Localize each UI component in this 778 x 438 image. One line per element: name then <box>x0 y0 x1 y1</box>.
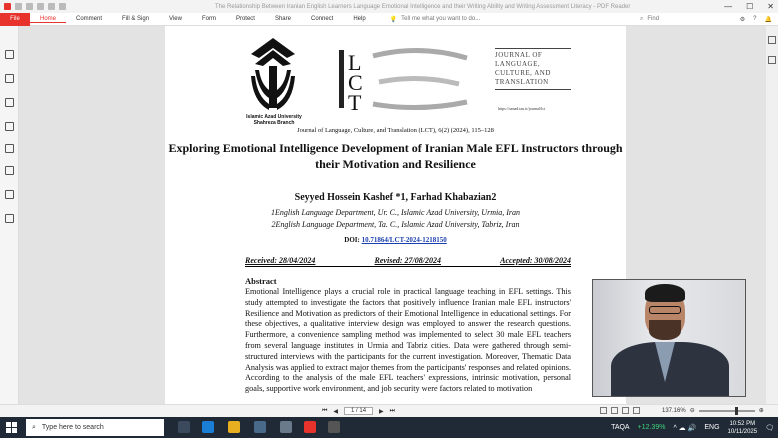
university-logo-icon <box>245 36 301 122</box>
stock-name[interactable]: TAQA <box>611 424 630 431</box>
comment-icon[interactable] <box>5 122 14 131</box>
page-navigation <box>322 407 395 415</box>
status-bar <box>0 404 778 417</box>
first-page-icon[interactable]: ⏮ <box>322 407 328 414</box>
taskbar-search[interactable] <box>26 419 164 436</box>
file-menu[interactable]: File <box>0 13 30 26</box>
task-view-icon[interactable] <box>178 421 190 433</box>
bookmark-icon[interactable] <box>5 74 14 83</box>
menu-connect[interactable]: Connect <box>310 16 334 22</box>
tray-icons[interactable]: ^ ☁ 🔊 <box>673 424 697 432</box>
continuous-icon[interactable] <box>611 407 618 414</box>
zoom-slider[interactable] <box>699 410 755 412</box>
find-placeholder: Find <box>647 16 660 22</box>
pages-icon[interactable] <box>5 50 14 59</box>
open-icon[interactable] <box>15 3 22 10</box>
menu-fill-sign[interactable]: Fill & Sign <box>122 16 150 22</box>
journal-url[interactable]: https://sanad.iau.ir/journal/lct <box>498 106 546 111</box>
layers-icon[interactable] <box>5 98 14 107</box>
redo-icon[interactable] <box>59 3 66 10</box>
window-title: The Relationship Between Iranian English Learners Language Emotional Intelligence and their Writing Ability and Writing Assessment Literacy - PDF Reader <box>215 3 631 10</box>
menu-home[interactable]: Home <box>30 16 66 23</box>
citation: Journal of Language, Culture, and Translation (LCT), 6(2) (2024), 115–128 <box>297 127 494 134</box>
menu-protect[interactable]: Protect <box>235 16 255 22</box>
stock-change: +12.39% <box>637 424 666 431</box>
menu-comment[interactable]: Comment <box>76 16 103 22</box>
menu-help[interactable]: Help <box>353 16 366 22</box>
ribbon-menu <box>0 13 778 26</box>
zoom-slider-knob[interactable] <box>735 407 738 415</box>
presenter-beard <box>649 320 681 340</box>
window-controls <box>724 2 774 11</box>
revised-date: Revised: 27/08/2024 <box>374 256 441 265</box>
signature-icon[interactable] <box>5 166 14 175</box>
undo-icon[interactable] <box>48 3 55 10</box>
taskbar-search-placeholder: Type here to search <box>41 424 104 431</box>
zoom-out-icon[interactable]: ⊖ <box>689 408 695 414</box>
left-sidebar <box>0 26 19 404</box>
search-icon: ⌕ <box>640 15 644 22</box>
attachment-icon[interactable] <box>5 144 14 153</box>
presenter-hair <box>645 284 685 302</box>
affiliation-2: 2English Language Department, Ta. C., Islamic Azad University, Tabriz, Iran <box>271 220 520 229</box>
edge-icon[interactable] <box>202 421 214 433</box>
tell-me-placeholder: Tell me what you want to do... <box>401 16 481 22</box>
security-icon[interactable] <box>5 190 14 199</box>
notifications-icon[interactable]: 🗨 <box>765 424 774 432</box>
doi-label: DOI: <box>344 236 360 244</box>
windows-taskbar <box>0 417 778 438</box>
paper-title: Exploring Emotional Intelligence Development of Iranian Male EFL Instructors through their Motivation and Resilience <box>168 141 623 171</box>
mail-icon[interactable] <box>280 421 292 433</box>
help-icon[interactable]: ? <box>753 15 757 22</box>
view-mode-icons <box>600 407 640 414</box>
title-bar <box>0 0 778 13</box>
language-indicator[interactable]: ENG <box>704 424 720 431</box>
svg-text:T: T <box>348 90 362 114</box>
zoom-control <box>662 407 764 414</box>
facing-icon[interactable] <box>622 407 629 414</box>
university-name: Islamic Azad University Shahreza Branch <box>246 114 302 126</box>
svg-text:L: L <box>348 50 362 75</box>
abstract-text: Emotional Intelligence plays a crucial role in practical language teaching in EFL settings. This study attempted to investigate the factors that positively influence Iranian male EFL instructors' Resilience and Motivation as predictors of their Emotional Intelligence in educational settings. For these objectives, a qualitative interview design was employed to answer the research questions. Furthermore, a convenience sampling method was implemented to select 30 male EFL teachers from several language institutes in Urmia and Tabriz cities. Data were gathered through semi-structured interviews with the participants for the current investigation. Moreover, Thematic Data Analysis was applied to extract major themes from the participants' responses and related opinions. According to the analysis of the male EFL teachers' expressions, intrinsic motivation, personal goals, supportive work environment, and job security were factors related to motivation <box>245 287 571 394</box>
pdf-page <box>165 26 626 404</box>
lct-logo-icon <box>339 44 471 114</box>
doi-link[interactable]: 10.71864/LCT-2024-1218150 <box>361 236 447 244</box>
presenter-glasses <box>649 306 681 314</box>
pdf-reader-taskbar-icon[interactable] <box>304 421 316 433</box>
page-number-field[interactable]: 1 / 14 <box>344 407 373 415</box>
maximize-button[interactable]: ☐ <box>746 2 754 11</box>
zoom-in-icon[interactable]: ⊕ <box>758 408 764 414</box>
dates-row <box>245 256 571 267</box>
store-icon[interactable] <box>254 421 266 433</box>
webcam-overlay <box>592 279 746 397</box>
right-sidebar <box>766 26 778 404</box>
single-page-icon[interactable] <box>600 407 607 414</box>
clock[interactable] <box>728 420 758 436</box>
search-icon: ⌕ <box>32 423 36 431</box>
journal-logo-text: JOURNAL OF LANGUAGE, CULTURE, AND TRANSLATION <box>495 48 571 90</box>
quick-access-toolbar <box>0 3 66 10</box>
zoom-level[interactable]: 137.16% <box>662 407 686 414</box>
svg-text:C: C <box>348 70 363 95</box>
menu-view[interactable]: View <box>169 16 182 22</box>
authors: Seyyed Hossein Kashef *1, Farhad Khabazian2 <box>294 192 497 203</box>
clock-date: 10/11/2025 <box>727 428 758 435</box>
tools-icon[interactable] <box>5 214 14 223</box>
properties-icon[interactable] <box>768 56 776 64</box>
doi-line <box>165 236 626 244</box>
last-page-icon[interactable]: ⏭ <box>389 407 396 414</box>
clock-time: 10:52 PM <box>729 420 756 427</box>
settings-icon[interactable]: ⚙ <box>739 16 746 23</box>
menu-form[interactable]: Form <box>201 16 216 22</box>
system-tray <box>611 417 774 438</box>
close-button[interactable]: ✕ <box>767 2 774 11</box>
tell-me-box[interactable] <box>376 16 481 23</box>
bell-icon[interactable]: 🔔 <box>764 16 772 23</box>
abstract-heading: Abstract <box>245 276 277 286</box>
print-icon[interactable] <box>37 3 44 10</box>
next-page-icon[interactable]: ▶ <box>379 408 384 415</box>
ribbon-right-tools <box>740 16 772 23</box>
find-box[interactable] <box>640 16 659 23</box>
panel-toggle-icon[interactable] <box>768 36 776 44</box>
accepted-date: Accepted: 30/08/2024 <box>500 256 571 265</box>
lightbulb-icon: 💡 <box>389 16 398 23</box>
app-logo-icon <box>4 3 11 10</box>
affiliation-1: 1English Language Department, Ur. C., Islamic Azad University, Urmia, Iran <box>271 208 520 217</box>
recorder-icon[interactable] <box>328 421 340 433</box>
file-explorer-icon[interactable] <box>228 421 240 433</box>
received-date: Received: 28/04/2024 <box>245 256 316 265</box>
fit-icon[interactable] <box>633 407 640 414</box>
windows-start-icon[interactable] <box>6 422 17 433</box>
save-icon[interactable] <box>26 3 33 10</box>
minimize-button[interactable]: — <box>724 2 733 11</box>
menu-share[interactable]: Share <box>274 16 291 22</box>
prev-page-icon[interactable]: ◀ <box>333 408 339 415</box>
